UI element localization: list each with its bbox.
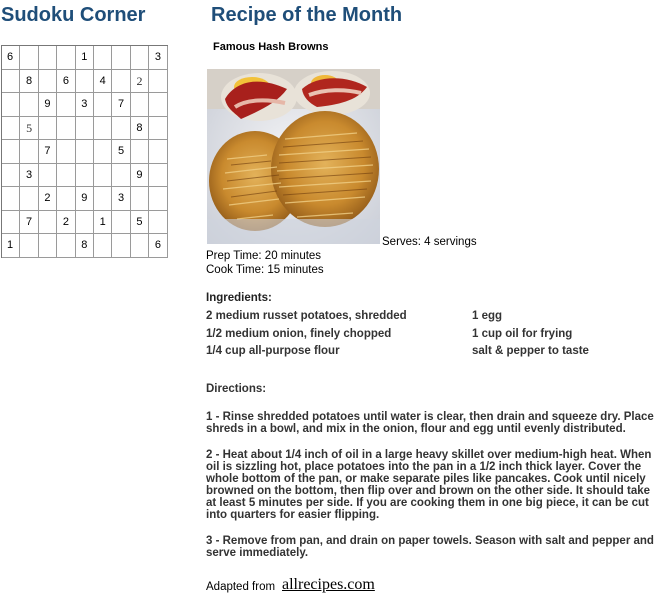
- sudoku-grid: [1, 45, 168, 258]
- sudoku-cell: [94, 46, 112, 70]
- sudoku-cell: [112, 211, 130, 235]
- ingredient-item: 1 egg: [472, 310, 503, 322]
- sudoku-cell: [2, 140, 20, 164]
- sudoku-cell: [76, 164, 94, 188]
- sudoku-cell: [112, 117, 130, 141]
- sudoku-cell: 5: [20, 117, 38, 141]
- sudoku-cell: 5: [112, 140, 130, 164]
- sudoku-cell: [112, 70, 130, 94]
- sudoku-cell: [149, 93, 167, 117]
- recipe-section-title: Recipe of the Month: [211, 4, 403, 26]
- sudoku-cell: [131, 187, 149, 211]
- sudoku-cell: 7: [112, 93, 130, 117]
- sudoku-cell: 1: [94, 211, 112, 235]
- sudoku-cell: 3: [149, 46, 167, 70]
- sudoku-cell: [131, 140, 149, 164]
- sudoku-cell: 6: [149, 234, 167, 258]
- sudoku-cell: 8: [131, 117, 149, 141]
- sudoku-cell: [149, 117, 167, 141]
- sudoku-cell: [131, 46, 149, 70]
- sudoku-cell: 9: [76, 187, 94, 211]
- sudoku-cell: [57, 117, 75, 141]
- sudoku-cell: [149, 70, 167, 94]
- sudoku-cell: [57, 46, 75, 70]
- allrecipes-link[interactable]: allrecipes.com: [282, 576, 375, 593]
- sudoku-cell: [76, 140, 94, 164]
- sudoku-cell: [2, 93, 20, 117]
- sudoku-cell: [2, 211, 20, 235]
- sudoku-cell: [57, 164, 75, 188]
- sudoku-cell: [112, 46, 130, 70]
- sudoku-cell: [131, 234, 149, 258]
- sudoku-title: Sudoku Corner: [1, 4, 146, 26]
- sudoku-cell: [20, 140, 38, 164]
- servings: Serves: 4 servings: [382, 236, 477, 248]
- sudoku-cell: [94, 117, 112, 141]
- sudoku-cell: 4: [94, 70, 112, 94]
- sudoku-cell: 1: [2, 234, 20, 258]
- sudoku-cell: [94, 140, 112, 164]
- sudoku-cell: [149, 211, 167, 235]
- sudoku-cell: [94, 234, 112, 258]
- ingredient-item: 1/2 medium onion, finely chopped: [206, 328, 392, 340]
- sudoku-cell: [112, 234, 130, 258]
- sudoku-cell: [39, 164, 57, 188]
- sudoku-cell: 3: [112, 187, 130, 211]
- sudoku-cell: [39, 211, 57, 235]
- sudoku-cell: [39, 117, 57, 141]
- dish-name: Famous Hash Browns: [213, 41, 329, 53]
- sudoku-cell: [2, 164, 20, 188]
- prep-time: Prep Time: 20 minutes: [206, 250, 322, 262]
- sudoku-cell: [20, 234, 38, 258]
- sudoku-cell: [39, 70, 57, 94]
- sudoku-cell: [149, 164, 167, 188]
- ingredient-item: salt & pepper to taste: [472, 345, 589, 357]
- sudoku-cell: [2, 70, 20, 94]
- sudoku-cell: [94, 93, 112, 117]
- sudoku-cell: [20, 187, 38, 211]
- sudoku-cell: 8: [20, 70, 38, 94]
- sudoku-cell: [76, 117, 94, 141]
- sudoku-cell: [149, 140, 167, 164]
- ingredient-item: 1/4 cup all-purpose flour: [206, 345, 340, 357]
- sudoku-cell: 7: [39, 140, 57, 164]
- cook-time: Cook Time: 15 minutes: [206, 264, 324, 276]
- ingredient-item: 1 cup oil for frying: [472, 328, 573, 340]
- sudoku-cell: [57, 234, 75, 258]
- direction-step: 2 - Heat about 1/4 inch of oil in a large heavy skillet over medium-high heat. When oil is sizzling hot, place potatoes into the pan in a 1/2 inch thick layer. Cover the whole bottom of the pan, or make separate piles like pancakes. Cook until nicely browned on the bottom, then flip over and brown on the other side. It should take at least 5 minutes per side. If you are cooking them in one big piece, it can be cut into quarters for easier flipping.: [206, 449, 652, 521]
- sudoku-cell: 9: [131, 164, 149, 188]
- sudoku-cell: [112, 164, 130, 188]
- sudoku-cell: 5: [131, 211, 149, 235]
- ingredients-label: Ingredients:: [206, 292, 272, 304]
- sudoku-cell: 2: [57, 211, 75, 235]
- sudoku-cell: [57, 140, 75, 164]
- sudoku-cell: [39, 46, 57, 70]
- sudoku-cell: [94, 187, 112, 211]
- sudoku-cell: [131, 93, 149, 117]
- sudoku-cell: [20, 46, 38, 70]
- sudoku-cell: 3: [20, 164, 38, 188]
- directions-label: Directions:: [206, 383, 267, 395]
- hash-browns-photo: [207, 69, 380, 244]
- sudoku-cell: [57, 93, 75, 117]
- sudoku-cell: [94, 164, 112, 188]
- sudoku-cell: [76, 70, 94, 94]
- sudoku-cell: 2: [131, 70, 149, 94]
- sudoku-cell: 6: [57, 70, 75, 94]
- sudoku-cell: 3: [76, 93, 94, 117]
- direction-step: 1 - Rinse shredded potatoes until water is clear, then drain and squeeze dry. Place shreds in a bowl, and mix in the onion, flour and egg until evenly distributed.: [206, 411, 654, 435]
- sudoku-cell: 6: [2, 46, 20, 70]
- ingredient-item: 2 medium russet potatoes, shredded: [206, 310, 407, 322]
- sudoku-cell: 1: [76, 46, 94, 70]
- sudoku-cell: [149, 187, 167, 211]
- sudoku-cell: [2, 187, 20, 211]
- sudoku-cell: 7: [20, 211, 38, 235]
- direction-step: 3 - Remove from pan, and drain on paper towels. Season with salt and pepper and serve immediately.: [206, 535, 654, 559]
- adapted-from-label: Adapted from: [206, 581, 276, 593]
- sudoku-cell: [76, 211, 94, 235]
- sudoku-cell: 9: [39, 93, 57, 117]
- sudoku-cell: 8: [76, 234, 94, 258]
- sudoku-cell: [39, 234, 57, 258]
- sudoku-cell: 2: [39, 187, 57, 211]
- sudoku-cell: [20, 93, 38, 117]
- sudoku-cell: [2, 117, 20, 141]
- sudoku-cell: [57, 187, 75, 211]
